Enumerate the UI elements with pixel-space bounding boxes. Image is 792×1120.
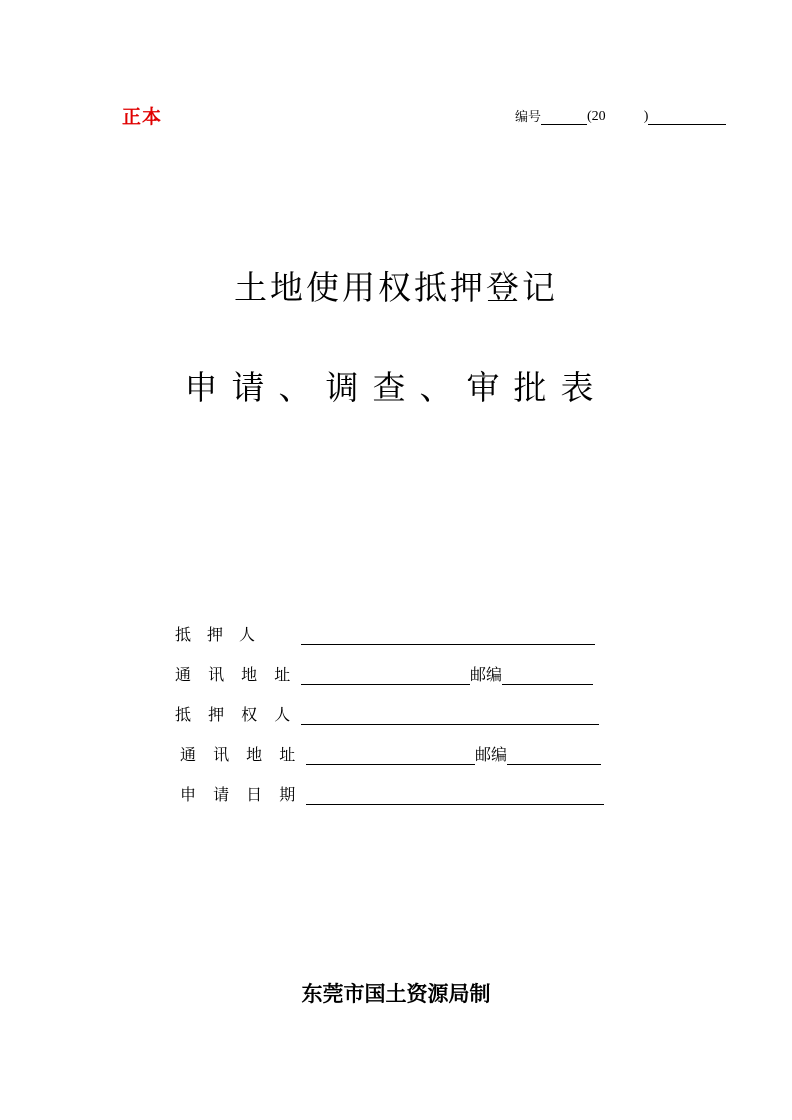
mortgagor-postcode-label: 邮编 (470, 665, 503, 684)
mortgagor-address-row (175, 662, 593, 685)
copy-mark: 正本 (122, 106, 163, 128)
mortgagee-label: 抵 押 权 人 (175, 705, 297, 724)
serial-label: 编号 (515, 110, 542, 125)
mortgagee-postcode-field[interactable] (507, 746, 601, 765)
mortgagee-address-label: 通 讯 地 址 (180, 745, 302, 764)
mortgagor-label: 抵 押 人 (175, 625, 256, 644)
serial-blank-suffix (648, 111, 726, 125)
apply-date-field[interactable] (306, 786, 604, 805)
mortgagor-field[interactable] (301, 626, 595, 645)
mortgagee-address-field[interactable] (306, 746, 475, 765)
page-subtitle: 申请、调查、审批表 (184, 368, 608, 407)
mortgagor-postcode-field[interactable] (502, 666, 593, 685)
mortgagee-field[interactable] (301, 706, 599, 725)
mortgagor-address-label: 通 讯 地 址 (175, 665, 297, 684)
mortgagee-row (175, 702, 599, 725)
mortgagee-postcode-label: 邮编 (475, 745, 508, 764)
mortgagor-row (175, 622, 595, 645)
serial-year-open: (20 (587, 109, 606, 124)
issuer-footer: 东莞市国土资源局制 (301, 982, 491, 1006)
page-title: 土地使用权抵押登记 (234, 268, 558, 307)
serial-number (515, 106, 726, 125)
apply-date-label: 申 请 日 期 (180, 785, 302, 804)
apply-date-row (180, 782, 604, 805)
mortgagor-address-field[interactable] (301, 666, 470, 685)
serial-blank-prefix (541, 111, 587, 125)
serial-year-close: ) (643, 109, 649, 124)
mortgagee-address-row (180, 742, 601, 765)
